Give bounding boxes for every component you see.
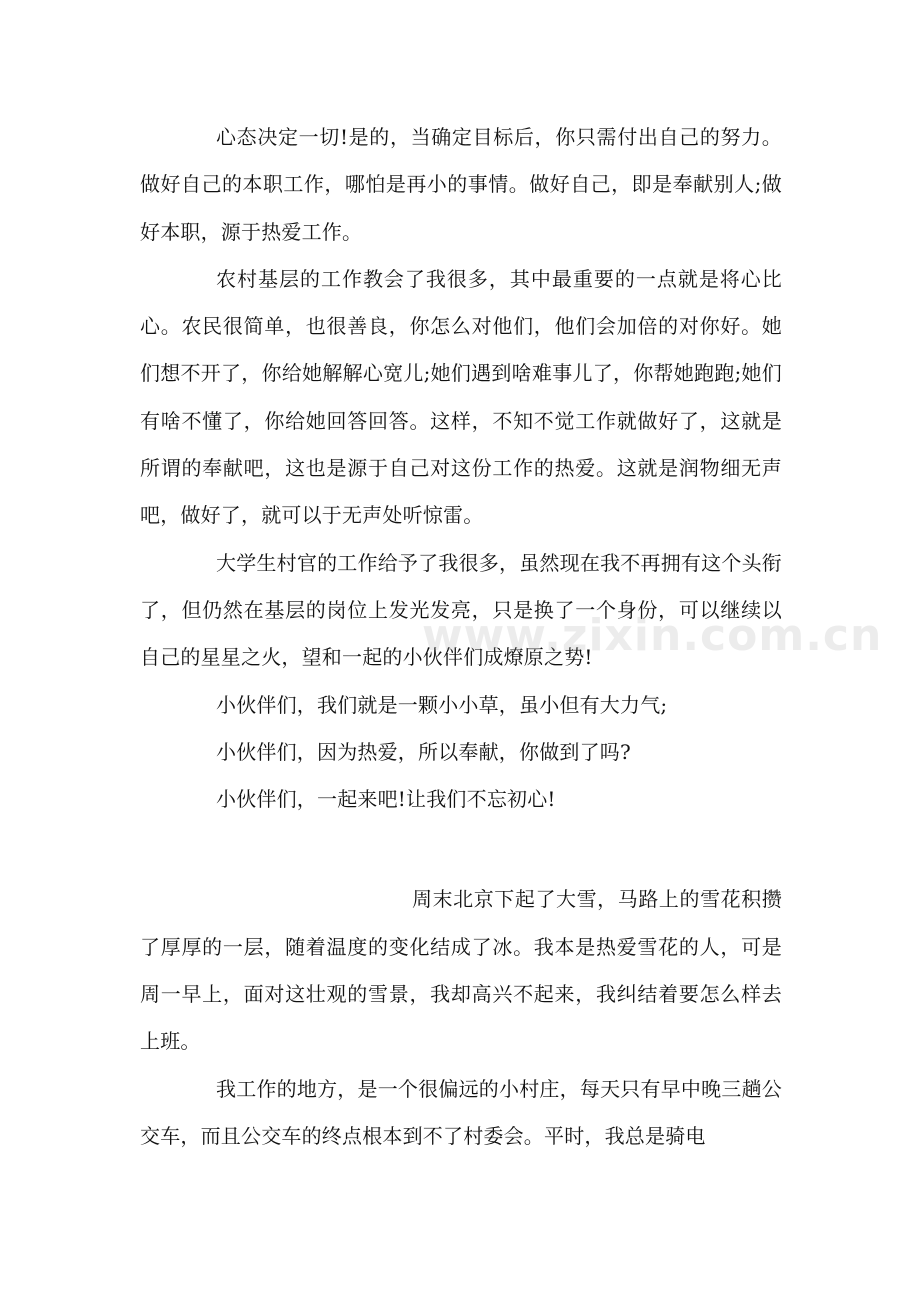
watermark-text: www.zixin.com.cn — [422, 610, 883, 661]
paragraph-rural-work: 农村基层的工作教会了我很多，其中最重要的一点就是将心比心。农民很简单，也很善良，你怎么对他们，他们会加倍的对你好。她们想不开了，你给她解解心宽儿;她们遇到啥难事儿了，你帮她跑跑;她们有啥不懂了，你给她回答回答。这样，不知不觉工作就做好了，这就是所谓的奉献吧，这也是源于自己对这份工作的热爱。这就是润物细无声吧，做好了，就可以于无声处听惊雷。 — [140, 266, 782, 528]
paragraph-partners-1: 小伙伴们，我们就是一颗小小草，虽小但有大力气; — [216, 692, 668, 717]
paragraph-village-official: 大学生村官的工作给予了我很多，虽然现在我不再拥有这个头衔了，但仍然在基层的岗位上发光发亮，只是换了一个身份，可以继续以自己的星星之火，望和一起的小伙伴们成燎原之势! — [140, 550, 782, 670]
paragraph-mindset: 心态决定一切!是的，当确定目标后，你只需付出自己的努力。做好自己的本职工作，哪怕是再小的事情。做好自己，即是奉献别人;做好本职，源于热爱工作。 — [140, 125, 782, 244]
paragraph-snow: 周末北京下起了大雪，马路上的雪花积攒了厚厚的一层，随着温度的变化结成了冰。我本是热爱雪花的人，可是周一早上，面对这壮观的雪景，我却高兴不起来，我纠结着要怎么样去上班。 — [140, 887, 782, 1054]
document-body — [140, 114, 782, 1160]
paragraph-partners-3: 小伙伴们，一起来吧!让我们不忘初心! — [216, 787, 556, 812]
paragraph-workplace: 我工作的地方，是一个很偏远的小村庄，每天只有早中晚三趟公交车，而且公交车的终点根本到不了村委会。平时，我总是骑电 — [140, 1076, 782, 1148]
paragraph-partners-2: 小伙伴们，因为热爱，所以奉献，你做到了吗? — [216, 739, 631, 764]
section-gap — [140, 823, 782, 876]
